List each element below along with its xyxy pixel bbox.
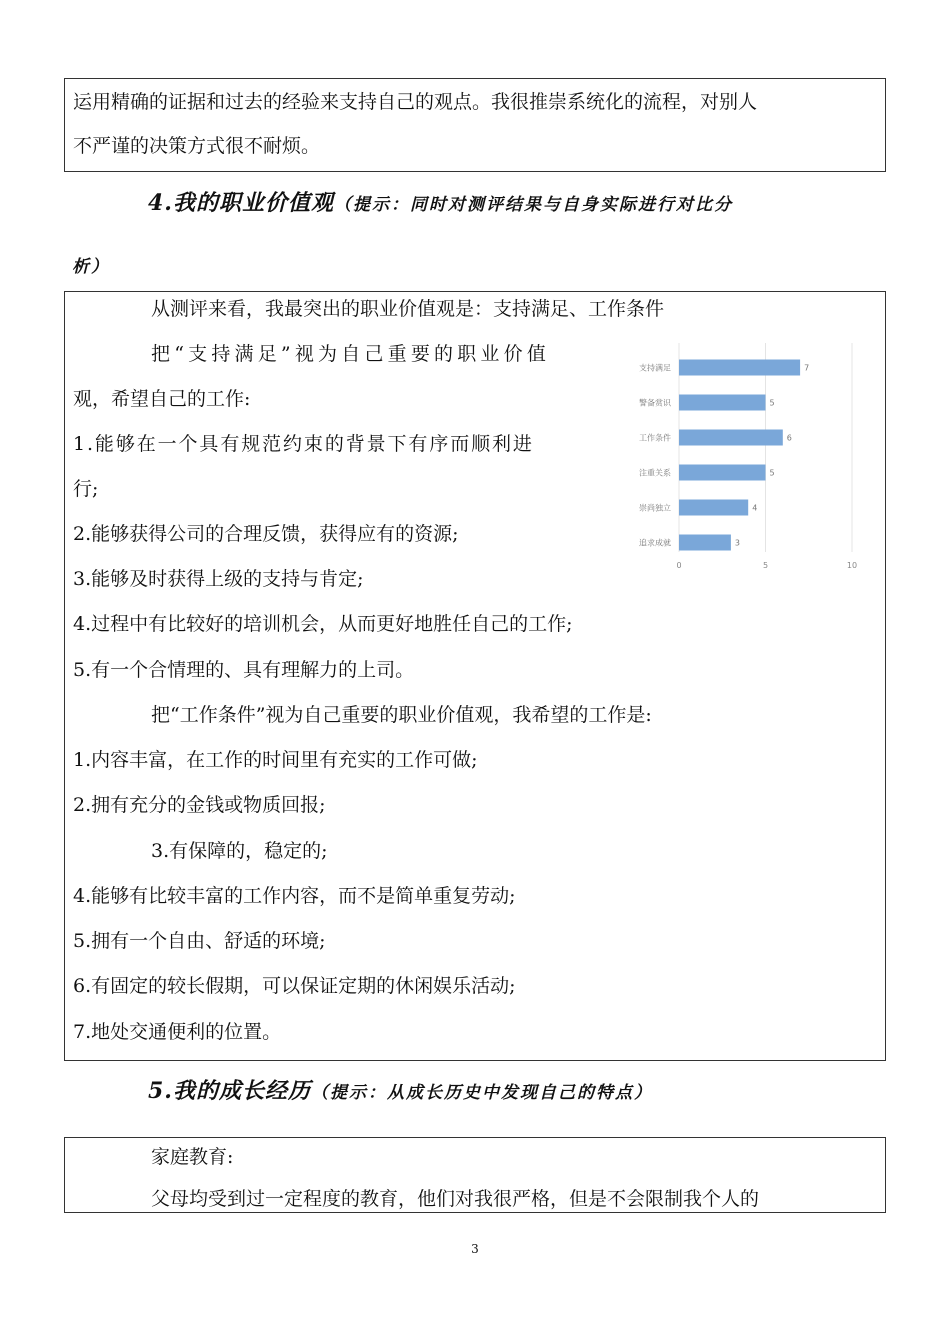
section-5-title: 5.我的成长经历 (148, 1078, 311, 1104)
x-tick-label: 10 (846, 561, 858, 570)
text-line: 5.有一个合情理的、具有理解力的上司。 (73, 659, 415, 681)
text-line: 把“工作条件”视为自己重要的职业价值观，我希望的工作是: (151, 704, 652, 726)
section-4-hint-cont: 析） (72, 257, 110, 277)
text-line: 从测评来看，我最突出的职业价值观是：支持满足、工作条件 (151, 298, 665, 320)
text-box-1 (64, 78, 886, 172)
category-label: 注重关系 (639, 468, 671, 478)
text-line: 4.过程中有比较好的培训机会，从而更好地胜任自己的工作; (73, 613, 573, 635)
bar (679, 430, 783, 446)
text-line: 把“支持满足”视为自己重要的职业价值 (151, 343, 551, 365)
category-label: 工作条件 (639, 433, 671, 443)
text-line: 5.拥有一个自由、舒适的环境; (73, 930, 326, 952)
section-4-title: 4.我的职业价值观 (148, 190, 334, 216)
text-line: 行; (73, 478, 99, 500)
data-label: 7 (804, 363, 810, 373)
section-4-heading-cont (72, 254, 110, 276)
text-line: 不严谨的决策方式很不耐烦。 (73, 135, 321, 157)
x-tick-label: 0 (676, 561, 682, 570)
section-5-hint: （提示：从成长历史中发现自己的特点） (310, 1083, 653, 1103)
data-label: 5 (769, 468, 775, 478)
category-label: 追求成就 (639, 538, 671, 548)
text-line: 2.能够获得公司的合理反馈，获得应有的资源; (73, 523, 459, 545)
page-number: 3 (471, 1242, 479, 1256)
data-label: 4 (752, 503, 758, 513)
section-5-heading (148, 1080, 653, 1102)
text-line: 2.拥有充分的金钱或物质回报; (73, 794, 326, 816)
data-label: 6 (786, 433, 792, 443)
category-label: 警备赏识 (639, 398, 671, 408)
text-line: 3.能够及时获得上级的支持与肯定; (73, 568, 364, 590)
text-line: 3.有保障的，稳定的; (151, 840, 328, 862)
text-line: 观，希望自己的工作: (73, 388, 251, 410)
text-line: 4.能够有比较丰富的工作内容，而不是简单重复劳动; (73, 885, 516, 907)
data-label: 5 (769, 398, 775, 408)
bar (679, 465, 766, 481)
growth-box (64, 1137, 886, 1213)
category-label: 支持满足 (639, 363, 671, 373)
section-4-heading (148, 192, 733, 214)
data-label: 3 (734, 538, 740, 548)
text-line: 6.有固定的较长假期，可以保证定期的休闲娱乐活动; (73, 975, 516, 997)
text-line: 家庭教育: (151, 1146, 234, 1168)
section-4-hint: （提示：同时对测评结果与自身实际进行对比分 (333, 195, 733, 215)
bar (679, 360, 800, 376)
bar (679, 395, 766, 411)
x-tick-label: 5 (762, 561, 769, 570)
text-line: 7.地处交通便利的位置。 (73, 1021, 282, 1043)
bar (679, 500, 748, 516)
category-label: 崇尚独立 (639, 503, 671, 513)
text-line: 1.内容丰富，在工作的时间里有充实的工作可做; (73, 749, 478, 771)
text-line: 运用精确的证据和过去的经验来支持自己的观点。我很推崇系统化的流程，对别人 (73, 91, 758, 113)
bar (679, 535, 731, 551)
text-line: 父母均受到过一定程度的教育，他们对我很严格，但是不会限制我个人的 (151, 1188, 760, 1210)
text-line: 1.能够在一个具有规范约束的背景下有序而顺利进 (73, 433, 534, 455)
values-bar-chart (612, 338, 872, 578)
